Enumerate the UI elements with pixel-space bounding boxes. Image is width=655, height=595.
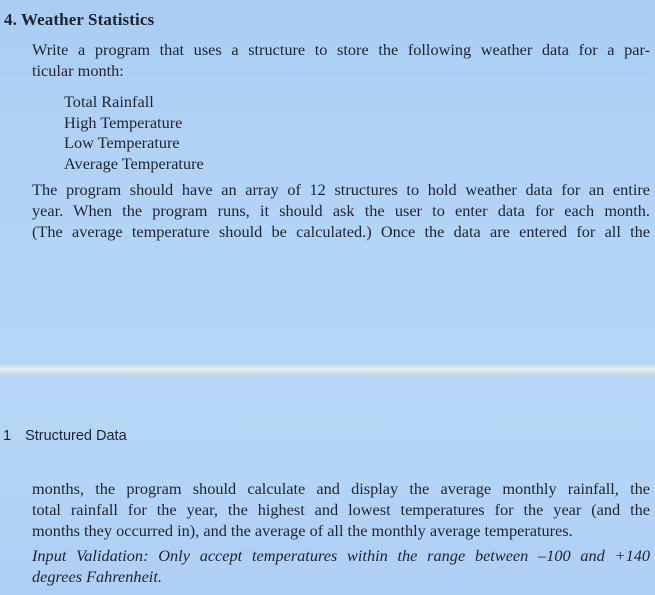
exercise-heading: 4. Weather Statistics — [4, 10, 155, 29]
page-divider — [0, 365, 655, 374]
validation-line: Input Validation: Only accept temperatures within the range between –100 and +140 — [32, 546, 650, 565]
body-line: months, the program should calculate and display the average monthly rainfall, the — [32, 479, 650, 498]
exercise-body — [32, 179, 650, 242]
input-validation-note — [32, 545, 650, 587]
intro-line: ticular month: — [32, 61, 124, 80]
field-item: Average Temperature — [64, 153, 204, 173]
weather-fields-list — [64, 92, 204, 174]
section-title: Structured Data — [25, 428, 127, 444]
continuation-body — [32, 478, 650, 541]
field-item: Total Rainfall — [64, 92, 154, 111]
body-line: The program should have an array of 12 structures to hold weather data for an entire — [32, 180, 650, 199]
page-number: 1 — [3, 428, 12, 444]
field-item: High Temperature — [64, 112, 183, 132]
body-line: year. When the program runs, it should ask the user to enter data for each month. — [32, 201, 650, 220]
field-item: Low Temperature — [64, 133, 180, 152]
exercise-intro — [32, 39, 650, 81]
body-line: total rainfall for the year, the highest and lowest temperatures for the year (and the — [32, 500, 650, 519]
body-line: months they occurred in), and the average of all the monthly average temperatures. — [32, 521, 573, 540]
validation-line: degrees Fahrenheit. — [32, 567, 162, 586]
body-line: (The average temperature should be calculated.) Once the data are entered for all the — [32, 222, 650, 241]
running-head — [3, 428, 127, 444]
intro-line: Write a program that uses a structure to store the following weather data for a par- — [32, 40, 650, 59]
